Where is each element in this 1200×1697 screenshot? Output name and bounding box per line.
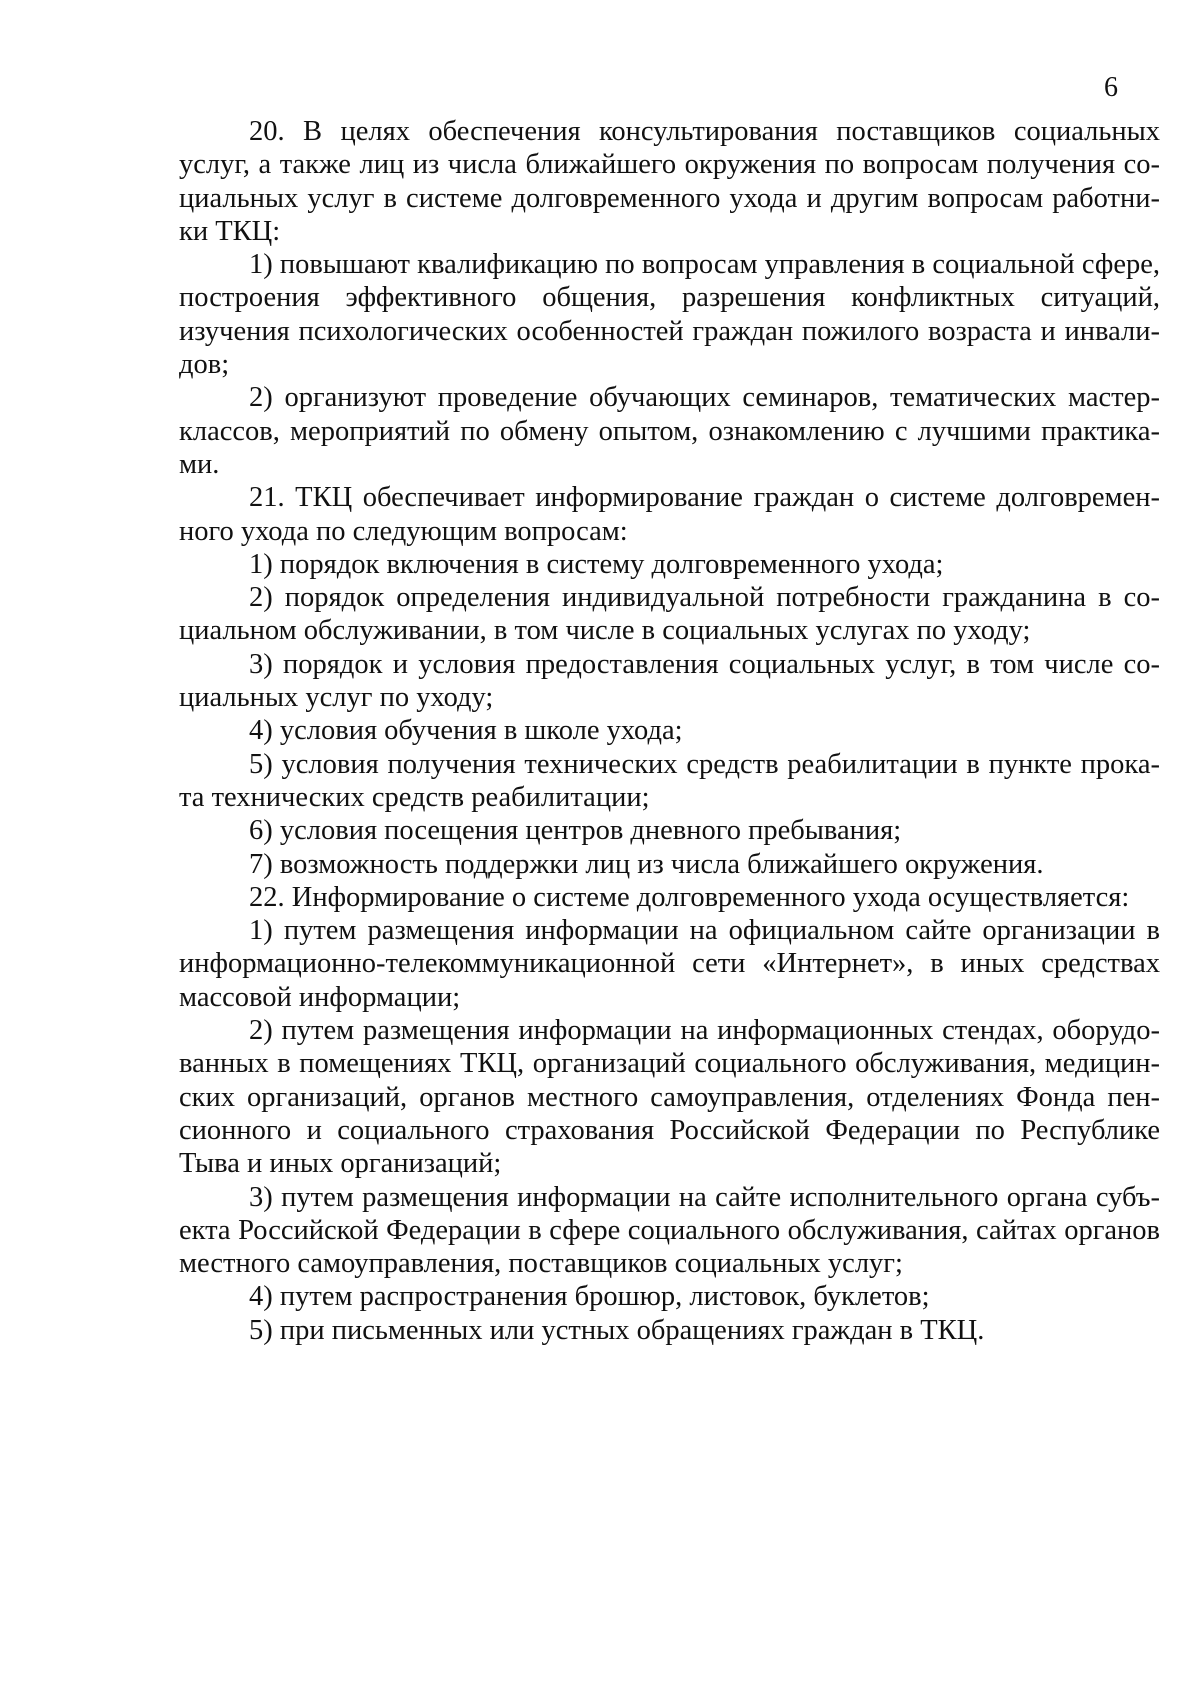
paragraph-20-item-2: 2) организуют проведение обучающих семинаров, тематических мастер-классов, мероприятий по обмену опытом, ознакомлению с лучшими практиками. [179,382,1160,480]
paragraph-21-item-4: 4) условия обучения в школе ухода; [249,715,683,747]
paragraph-21-item-2: 2) порядок определения индивидуальной потребности гражданина в социальном обслуживании, в том числе в социальных услугах по уходу; [179,582,1160,647]
paragraph-21-item-3: 3) порядок и условия предоставления социальных услуг, в том числе социальных услуг по уходу; [179,648,1160,714]
document-body [179,115,1160,1347]
paragraph-22-item-2: 2) путем размещения информации на информационных стендах, оборудованных в помещениях ТКЦ, организаций социального обслуживания, медицинских организаций, органов местного самоуправления, отделениях Фонда пенсионного и социального страхования Российской Федерации по Республике Тыва и иных организаций; [179,1015,1160,1180]
paragraph-20-item-1: 1) повышают квалификацию по вопросам управления в социальной сфере, построения эффективного общения, разрешения конфликтных ситуаций, изучения психологических особенностей граждан пожилого возраста и инвалидов; [179,249,1160,381]
paragraph-21-item-6: 6) условия посещения центров дневного пребывания; [249,815,902,847]
paragraph-22: 22. Информирование о системе долговременного ухода осуществляется: [249,881,1130,913]
paragraph-21-item-7: 7) возможность поддержки лиц из числа ближайшего окружения. [249,848,1044,880]
paragraph-22-item-5: 5) при письменных или устных обращениях граждан в ТКЦ. [249,1314,985,1346]
paragraph-22-item-1: 1) путем размещения информации на официальном сайте организации в информационно-телекоммуникационной сети «Интернет», в иных средствах массовой информации; [179,915,1160,1013]
paragraph-21: 21. ТКЦ обеспечивает информирование граждан о системе долговременного ухода по следующим вопросам: [179,482,1160,547]
paragraph-20: 20. В целях обеспечения консультирования поставщиков социальных услуг, а также лиц из числа ближайшего окружения по вопросам получения социальных услуг в системе долговременного ухода и другим вопросам работники ТКЦ: [179,116,1160,247]
page-number: 6 [1104,72,1118,103]
paragraph-22-item-3: 3) путем размещения информации на сайте исполнительного органа субъекта Российской Федерации в сфере социального обслуживания, сайтах органов местного самоуправления, поставщиков социальных услуг; [179,1181,1160,1280]
paragraph-22-item-4: 4) путем распространения брошюр, листовок, буклетов; [249,1281,930,1313]
paragraph-21-item-1: 1) порядок включения в систему долговременного ухода; [249,548,944,580]
paragraph-21-item-5: 5) условия получения технических средств реабилитации в пункте проката технических средств реабилитации; [179,748,1160,813]
